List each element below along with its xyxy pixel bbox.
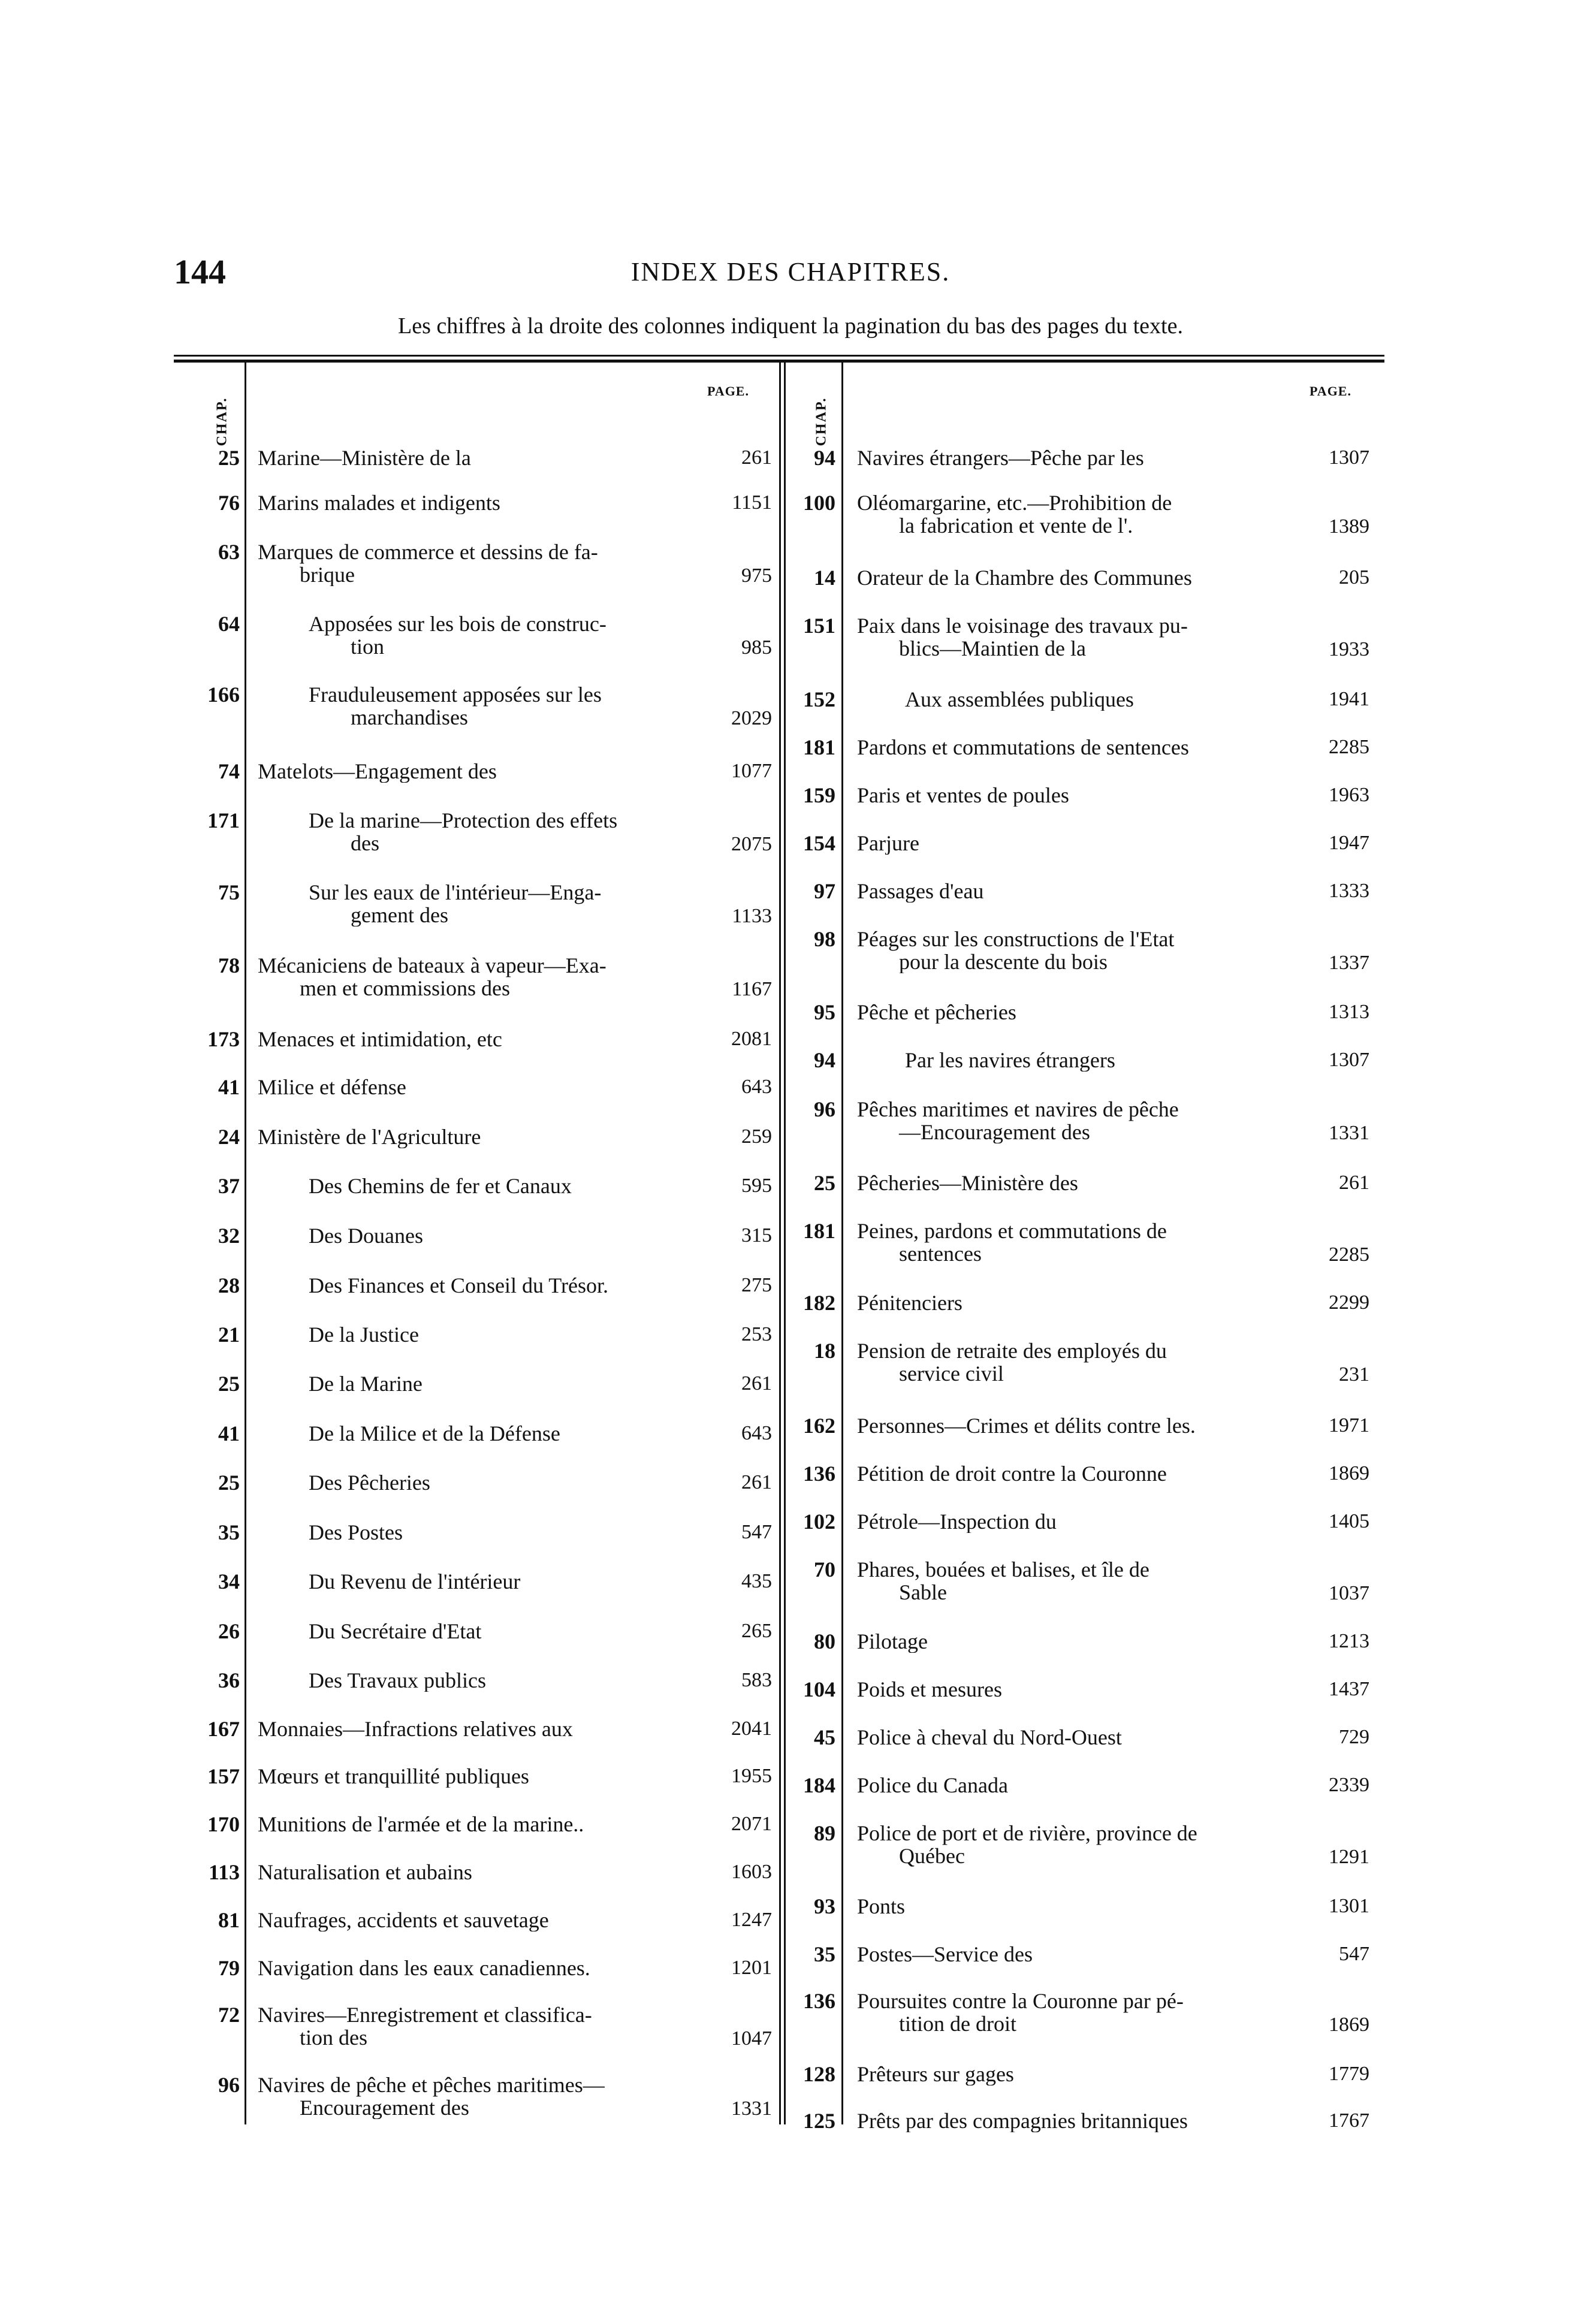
entry-line-1: Pénitenciers: [857, 1291, 963, 1314]
page-reference: 2081: [731, 1028, 772, 1050]
entry-text: [857, 1462, 1307, 1485]
page-reference: 1047: [731, 2027, 772, 2050]
entry-text: [258, 1028, 719, 1051]
entry-text: [857, 1558, 1307, 1604]
entry-line-1: Pension de retraite des employés du: [857, 1339, 1167, 1363]
chapter-number: 37: [218, 1174, 240, 1198]
entry-text: [309, 1274, 719, 1297]
entry-text: [857, 2109, 1307, 2132]
chapter-number: 136: [803, 1462, 835, 1486]
page-reference: 1213: [1329, 1630, 1369, 1652]
entry-text: [258, 1765, 719, 1788]
entry-text: [857, 1220, 1307, 1265]
page-reference: 1291: [1329, 1846, 1369, 1868]
entry-text: [258, 491, 719, 514]
chapter-number: 41: [218, 1075, 240, 1099]
entry-text: [258, 1125, 719, 1148]
chapter-number: 154: [803, 831, 835, 855]
chapter-number: 89: [814, 1821, 835, 1845]
chapter-number: 128: [803, 2062, 835, 2086]
chapter-number: 78: [218, 953, 240, 977]
page-title: INDEX DES CHAPITRES.: [630, 257, 951, 286]
entry-line-1: Naufrages, accidents et sauvetage: [258, 1909, 549, 1931]
entry-line-1: Police du Canada: [857, 1774, 1008, 1797]
page-reference: 1077: [731, 760, 772, 782]
chapter-number: 81: [218, 1908, 240, 1932]
entry-line-1: Mœurs et tranquillité publiques: [258, 1765, 529, 1788]
entry-line-1: Des Pêcheries: [309, 1471, 430, 1494]
chapter-number: 25: [218, 1471, 240, 1495]
entry-line-1: Orateur de la Chambre des Communes: [857, 566, 1192, 589]
center-divider-1: [779, 363, 781, 2124]
entry-text: [258, 1957, 719, 1979]
chapter-number: 173: [207, 1027, 240, 1051]
entry-line-1: Frauduleusement apposées sur les: [309, 683, 602, 707]
page-reference: 2075: [731, 833, 772, 855]
entry-line-1: Parjure: [857, 832, 919, 855]
entry-line-1: Des Douanes: [309, 1224, 423, 1247]
entry-line-1: Navigation dans les eaux canadiennes.: [258, 1957, 590, 1979]
chapter-number: 80: [814, 1629, 835, 1653]
page-reference: 583: [741, 1669, 772, 1691]
entry-text: [857, 1990, 1307, 2035]
entry-text: [309, 1372, 719, 1395]
entry-text: [309, 1224, 719, 1247]
entry-line-1: De la marine—Protection des effets: [309, 809, 618, 832]
chapter-number: 182: [803, 1291, 835, 1315]
page-reference: 253: [741, 1323, 772, 1345]
entry-line-1: Sur les eaux de l'intérieur—Enga-: [309, 881, 602, 904]
chapter-number: 159: [803, 783, 835, 807]
entry-line-1: Des Finances et Conseil du Trésor.: [309, 1274, 608, 1297]
entry-text: [309, 1175, 719, 1197]
chapter-number: 97: [814, 879, 835, 903]
chapter-number: 95: [814, 1000, 835, 1024]
entry-text: [857, 1339, 1307, 1385]
entry-line-1: Paris et ventes de poules: [857, 784, 1069, 807]
entry-line-1: Pêcheries—Ministère des: [857, 1172, 1078, 1194]
entry-text: [857, 566, 1307, 589]
chapter-number: 181: [803, 735, 835, 759]
chapter-number: 79: [218, 1956, 240, 1980]
entry-line-2: Sable: [899, 1580, 947, 1604]
page-reference: 231: [1339, 1363, 1369, 1386]
page-reference: 1963: [1329, 784, 1369, 806]
entry-text: [258, 1909, 719, 1931]
page-reference: 1331: [731, 2097, 772, 2120]
page-reference: 259: [741, 1125, 772, 1148]
chapter-number: 41: [218, 1421, 240, 1445]
chapter-number: 14: [814, 566, 835, 590]
entry-text: [857, 1414, 1307, 1437]
chapter-number: 94: [814, 1048, 835, 1072]
entry-text: [857, 736, 1307, 759]
page-reference: 261: [741, 1471, 772, 1493]
page-reference: 1389: [1329, 515, 1369, 538]
entry-text: [857, 1510, 1307, 1533]
entry-text: [258, 446, 719, 469]
right-chap-divider: [841, 363, 843, 2124]
entry-text: [309, 1471, 719, 1494]
page-reference: 275: [741, 1274, 772, 1296]
entry-line-1: Milice et défense: [258, 1076, 406, 1098]
entry-line-1: Navires—Enregistrement et classifica-: [258, 2003, 592, 2027]
right-page-heading: PAGE.: [1310, 384, 1351, 399]
entry-line-1: De la Marine: [309, 1372, 423, 1395]
entry-line-1: Des Chemins de fer et Canaux: [309, 1175, 572, 1197]
entry-line-2: men et commissions des: [300, 976, 510, 1000]
page-reference: 1307: [1329, 446, 1369, 469]
page-reference: 1603: [731, 1861, 772, 1883]
entry-line-1: Pilotage: [857, 1630, 928, 1653]
entry-text: [857, 880, 1307, 903]
entry-line-1: Menaces et intimidation, etc: [258, 1028, 502, 1051]
page-reference: 2299: [1329, 1291, 1369, 1314]
entry-line-2: Québec: [899, 1844, 965, 1867]
entry-text: [857, 491, 1307, 537]
entry-line-1: Du Revenu de l'intérieur: [309, 1570, 521, 1593]
entry-text: [258, 760, 719, 783]
chapter-number: 104: [803, 1677, 835, 1701]
center-divider-2: [784, 363, 786, 2124]
entry-line-1: Navires de pêche et pêches maritimes—: [258, 2074, 605, 2097]
entry-line-1: Aux assemblées publiques: [905, 688, 1134, 711]
entry-line-1: Navires étrangers—Pêche par les: [857, 446, 1144, 469]
chapter-number: 64: [218, 612, 240, 636]
chapter-number: 151: [803, 614, 835, 638]
left-page-heading: PAGE.: [707, 384, 749, 399]
entry-line-1: Poids et mesures: [857, 1678, 1002, 1701]
entry-text: [258, 2003, 719, 2049]
entry-line-1: Des Postes: [309, 1521, 403, 1544]
entry-line-1: Monnaies—Infractions relatives aux: [258, 1718, 573, 1740]
page-reference: 435: [741, 1570, 772, 1592]
entry-line-1: Prêteurs sur gages: [857, 2063, 1014, 2085]
entry-line-1: Ponts: [857, 1895, 906, 1918]
entry-text: [857, 1774, 1307, 1797]
chapter-number: 136: [803, 1989, 835, 2013]
entry-text: [258, 954, 719, 1000]
entry-text: [309, 881, 719, 926]
entry-line-1: Pêche et pêcheries: [857, 1001, 1016, 1024]
page-reference: 643: [741, 1076, 772, 1098]
entry-line-1: Marine—Ministère de la: [258, 446, 471, 469]
entry-line-1: Marques de commerce et dessins de fa-: [258, 541, 598, 564]
entry-line-1: Naturalisation et aubains: [258, 1861, 472, 1884]
page-reference: 1941: [1329, 688, 1369, 710]
chapter-number: 181: [803, 1219, 835, 1243]
chapter-number: 100: [803, 491, 835, 515]
page-reference: 1333: [1329, 880, 1369, 902]
chapter-number: 63: [218, 540, 240, 564]
entry-line-1: Peines, pardons et commutations de: [857, 1220, 1167, 1243]
page-reference: 1437: [1329, 1678, 1369, 1700]
page-reference: 1947: [1329, 832, 1369, 854]
chapter-number: 18: [814, 1339, 835, 1363]
page-reference: 729: [1339, 1726, 1369, 1748]
entry-text: [309, 1570, 719, 1593]
page-reference: 1405: [1329, 1510, 1369, 1532]
entry-line-2: service civil: [899, 1362, 1004, 1385]
entry-text: [258, 2074, 719, 2119]
left-chap-divider: [245, 363, 246, 2124]
chapter-number: 28: [218, 1273, 240, 1297]
entry-line-1: Poursuites contre la Couronne par pé-: [857, 1990, 1184, 2013]
chapter-number: 76: [218, 491, 240, 515]
entry-line-2: sentences: [899, 1242, 982, 1265]
page-reference: 975: [741, 565, 772, 587]
page-reference: 261: [741, 446, 772, 469]
entry-line-1: Apposées sur les bois de construc-: [309, 612, 607, 636]
entry-line-1: Par les navires étrangers: [905, 1049, 1115, 1072]
entry-line-1: Pêches maritimes et navires de pêche: [857, 1098, 1179, 1121]
entry-text: [857, 2063, 1307, 2085]
entry-line-1: Pétrole—Inspection du: [857, 1510, 1057, 1533]
entry-text: [857, 832, 1307, 855]
entry-line-1: Passages d'eau: [857, 880, 984, 903]
entry-text: [905, 688, 1307, 711]
entry-line-1: Du Secrétaire d'Etat: [309, 1620, 482, 1643]
entry-text: [857, 784, 1307, 807]
entry-line-1: Paix dans le voisinage des travaux pu-: [857, 614, 1188, 638]
chapter-number: 162: [803, 1414, 835, 1438]
page-reference: 205: [1339, 566, 1369, 588]
chapter-number: 157: [207, 1764, 240, 1788]
entry-line-1: Pétition de droit contre la Couronne: [857, 1462, 1167, 1485]
chapter-number: 75: [218, 880, 240, 904]
chapter-number: 35: [814, 1942, 835, 1966]
entry-line-1: Des Travaux publics: [309, 1669, 486, 1692]
chapter-number: 102: [803, 1510, 835, 1534]
entry-text: [857, 1678, 1307, 1701]
page-reference: 547: [741, 1521, 772, 1543]
entry-line-1: De la Milice et de la Défense: [309, 1422, 560, 1445]
page-reference: 1133: [732, 905, 772, 927]
entry-text: [309, 1323, 719, 1346]
chapter-number: 25: [218, 446, 240, 470]
page-reference: 2285: [1329, 736, 1369, 758]
entry-line-1: Postes—Service des: [857, 1943, 1033, 1966]
chapter-number: 113: [208, 1860, 240, 1884]
page-reference: 1313: [1329, 1001, 1369, 1023]
page-reference: 1779: [1329, 2063, 1369, 2085]
page-reference: 1331: [1329, 1122, 1369, 1144]
chapter-number: 125: [803, 2109, 835, 2133]
entry-line-2: tion: [351, 635, 385, 658]
entry-line-2: —Encouragement des: [899, 1120, 1090, 1143]
page-reference: 261: [741, 1372, 772, 1395]
entry-line-2: des: [351, 831, 379, 855]
entry-line-1: Prêts par des compagnies britanniques: [857, 2109, 1188, 2132]
entry-line-1: Marins malades et indigents: [258, 491, 500, 514]
chapter-number: 94: [814, 446, 835, 470]
entry-line-1: De la Justice: [309, 1323, 419, 1346]
entry-text: [258, 1076, 719, 1098]
page-reference: 315: [741, 1224, 772, 1246]
page-reference: 261: [1339, 1172, 1369, 1194]
page-reference: 1971: [1329, 1414, 1369, 1436]
entry-line-1: Phares, bouées et balises, et île de: [857, 1558, 1149, 1581]
page-reference: 1151: [732, 491, 772, 514]
entry-text: [309, 1620, 719, 1643]
page-reference: 1955: [731, 1765, 772, 1787]
entry-text: [857, 1630, 1307, 1653]
chapter-number: 34: [218, 1570, 240, 1593]
page-reference: 2339: [1329, 1774, 1369, 1796]
chapter-number: 98: [814, 927, 835, 951]
entry-text: [905, 1049, 1307, 1072]
entry-line-2: pour la descente du bois: [899, 950, 1108, 973]
header-rule-thin: [174, 355, 1384, 357]
entry-text: [309, 1669, 719, 1692]
page-reference: 547: [1339, 1943, 1369, 1965]
page-subtitle: Les chiffres à la droite des colonnes indiquent la pagination du bas des pages du texte.: [398, 313, 1183, 339]
chapter-number: 93: [814, 1894, 835, 1918]
entry-text: [857, 1172, 1307, 1194]
entry-line-2: tion des: [300, 2026, 367, 2049]
entry-text: [857, 1098, 1307, 1143]
entry-text: [857, 928, 1307, 973]
page-reference: 2071: [731, 1813, 772, 1835]
chapter-number: 24: [218, 1125, 240, 1149]
chapter-number: 45: [814, 1725, 835, 1749]
entry-text: [857, 1001, 1307, 1024]
entry-line-2: la fabrication et vente de l'.: [899, 514, 1133, 537]
entry-line-2: gement des: [351, 903, 448, 926]
entry-text: [857, 1291, 1307, 1314]
entry-text: [258, 1718, 719, 1740]
entry-text: [258, 1813, 719, 1836]
chapter-number: 26: [218, 1619, 240, 1643]
chapter-number: 25: [218, 1372, 240, 1396]
page-reference: 1301: [1329, 1895, 1369, 1917]
entry-line-1: Police à cheval du Nord-Ouest: [857, 1726, 1122, 1749]
page-reference: 1869: [1329, 1462, 1369, 1484]
entry-line-2: tition de droit: [899, 2012, 1016, 2035]
entry-line-1: Matelots—Engagement des: [258, 760, 497, 783]
entry-text: [857, 1943, 1307, 1966]
entry-text: [309, 1422, 719, 1445]
chapter-number: 32: [218, 1224, 240, 1248]
chapter-number: 96: [814, 1097, 835, 1121]
chapter-number: 170: [207, 1812, 240, 1836]
entry-line-1: Oléomargarine, etc.—Prohibition de: [857, 491, 1172, 515]
entry-text: [857, 614, 1307, 660]
chapter-number: 21: [218, 1323, 240, 1347]
page-reference: 1307: [1329, 1049, 1369, 1071]
chapter-number: 70: [814, 1558, 835, 1581]
page-reference: 1037: [1329, 1582, 1369, 1604]
page-reference: 1247: [731, 1909, 772, 1931]
entry-line-1: Pardons et commutations de sentences: [857, 736, 1189, 759]
page-reference: 265: [741, 1620, 772, 1642]
page-reference: 1337: [1329, 952, 1369, 974]
entry-line-1: Personnes—Crimes et délits contre les.: [857, 1414, 1196, 1437]
entry-text: [309, 683, 719, 729]
entry-line-2: Encouragement des: [300, 2096, 469, 2119]
entry-text: [309, 1521, 719, 1544]
chapter-number: 35: [218, 1520, 240, 1544]
entry-text: [258, 541, 719, 586]
page-reference: 1167: [732, 978, 772, 1000]
page-reference: 2029: [731, 707, 772, 729]
page-reference: 985: [741, 636, 772, 659]
chapter-number: 167: [207, 1717, 240, 1741]
page-reference: 1933: [1329, 638, 1369, 660]
entry-line-2: blics—Maintien de la: [899, 636, 1086, 660]
page-reference: 595: [741, 1175, 772, 1197]
entry-text: [857, 1726, 1307, 1749]
entry-text: [857, 1822, 1307, 1867]
right-chap-heading: CHAP.: [813, 397, 829, 446]
chapter-number: 74: [218, 759, 240, 783]
entry-line-2: brique: [300, 563, 355, 586]
page-reference: 2285: [1329, 1244, 1369, 1266]
chapter-number: 36: [218, 1668, 240, 1692]
page-header: [0, 252, 1581, 306]
entry-text: [258, 1861, 719, 1884]
entry-line-1: Munitions de l'armée et de la marine..: [258, 1813, 584, 1836]
page-reference: 1869: [1329, 2014, 1369, 2036]
entry-line-1: Péages sur les constructions de l'Etat: [857, 928, 1175, 951]
page-reference: 643: [741, 1422, 772, 1444]
chapter-number: 25: [814, 1171, 835, 1195]
chapter-number: 184: [803, 1773, 835, 1797]
entry-line-2: marchandises: [351, 705, 468, 729]
entry-line-1: Ministère de l'Agriculture: [258, 1125, 481, 1148]
page-reference: 2041: [731, 1718, 772, 1740]
entry-text: [857, 1895, 1307, 1918]
entry-text: [309, 809, 719, 855]
entry-text: [857, 446, 1307, 469]
page-number: 144: [174, 252, 226, 291]
page-reference: 1201: [731, 1957, 772, 1979]
chapter-number: 72: [218, 2003, 240, 2027]
chapter-number: 171: [207, 808, 240, 832]
chapter-number: 166: [207, 683, 240, 707]
chapter-number: 96: [218, 2073, 240, 2097]
entry-text: [309, 612, 719, 658]
chapter-number: 152: [803, 687, 835, 711]
left-chap-heading: CHAP.: [214, 397, 230, 446]
entry-line-1: Police de port et de rivière, province de: [857, 1822, 1197, 1845]
entry-line-1: Mécaniciens de bateaux à vapeur—Exa-: [258, 954, 607, 977]
page-reference: 1767: [1329, 2109, 1369, 2132]
